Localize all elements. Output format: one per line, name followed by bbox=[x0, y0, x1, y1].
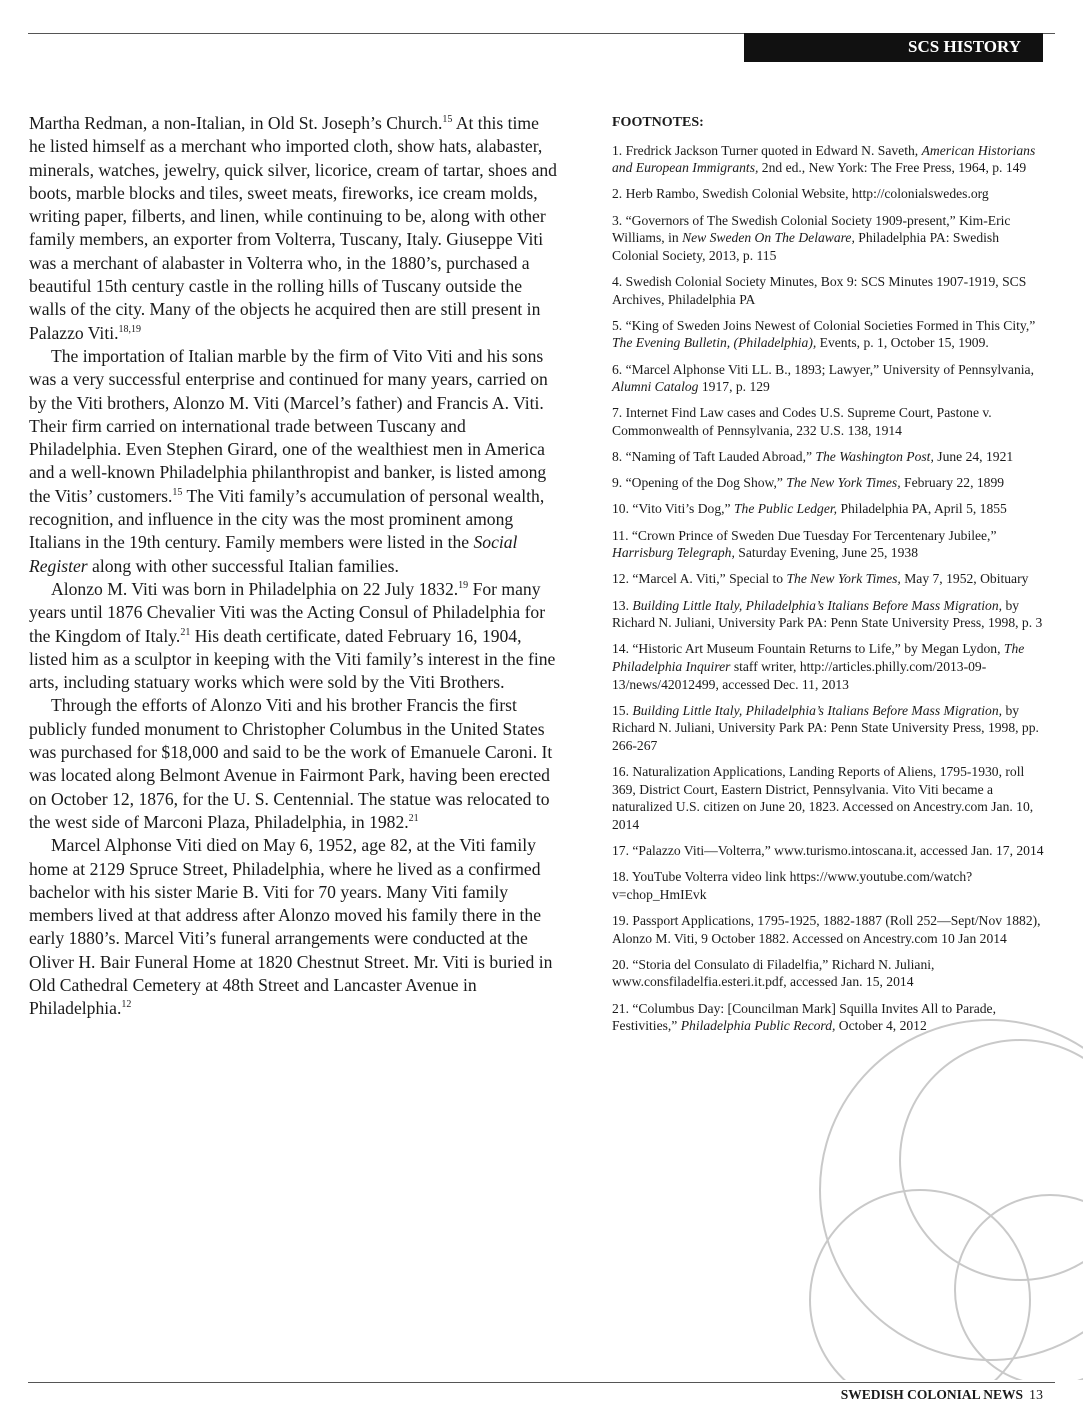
footnote: 15. Building Little Italy, Philadelphia’s Italians Before Mass Migration, by Richard N. Juliani, University Park PA: Penn State University Press, 1998, pp. 266-267 bbox=[612, 702, 1039, 753]
article-body bbox=[29, 112, 559, 1021]
page-number: 13 bbox=[1029, 1388, 1043, 1403]
footnote: 17. “Palazzo Viti—Volterra,” www.turismo.intoscana.it, accessed Jan. 17, 2014 bbox=[612, 843, 1044, 859]
footnote: 4. Swedish Colonial Society Minutes, Box 9: SCS Minutes 1907-1919, SCS Archives, Philadelphia PA bbox=[612, 273, 1027, 307]
bottom-rule bbox=[28, 1382, 1055, 1383]
footnote: 13. Building Little Italy, Philadelphia’s Italians Before Mass Migration, by Richard N. Juliani, University Park PA: Penn State University Press, 1998, p. 3 bbox=[612, 597, 1043, 631]
footnote: 20. “Storia del Consulato di Filadelfia,” Richard N. Juliani, www.consfiladelfia.esteri.it.pdf, accessed Jan. 15, 2014 bbox=[612, 956, 935, 990]
footnote: 2. Herb Rambo, Swedish Colonial Website, http://colonialswedes.org bbox=[612, 186, 989, 202]
footnote: 8. “Naming of Taft Lauded Abroad,” The Washington Post, June 24, 1921 bbox=[612, 449, 1014, 465]
paragraph: The importation of Italian marble by the firm of Vito Viti and his sons was a very successful enterprise and continued for many years, carried on by the Viti brothers, Alonzo M. Viti (Marcel’s father) and Francis A. Viti. Their firm carried on international trade between Tuscany and Philadelphia. Even Stephen Girard, one of the wealthiest men in America and a well-known Philadelphia philanthropist and banker, is listed among the Vitis’ customers.$^{15}$ The Viti family’s accumulation of personal wealth, recognition, and influence in the city was the most prominent among Italians in the 19th century. Family members were listed in the Social Register along with other successful Italian families. bbox=[29, 345, 548, 576]
publication-name: SWEDISH COLONIAL NEWS bbox=[840, 1387, 1023, 1402]
paragraph: Marcel Alphonse Viti died on May 6, 1952, age 82, at the Viti family home at 2129 Spruce Street, Philadelphia, where he lived as a confirmed bachelor with his sister Marie B. Viti for 70 years. Many Viti family members lived at that address after Alonzo moved his family there in the early 1880’s. Marcel Viti’s funeral arrangements were conducted at the Oliver H. Bair Funeral Home at 1820 Chestnut Street. Mr. Viti is buried in Old Cathedral Cemetery at 48th Street and Lancaster Avenue in Philadelphia.$^{12}$ bbox=[29, 835, 553, 1019]
section-tag: SCS HISTORY bbox=[744, 33, 1043, 62]
footnotes-section bbox=[612, 114, 1047, 1043]
footnote: 10. “Vito Viti’s Dog,” The Public Ledger, Philadelphia PA, April 5, 1855 bbox=[612, 501, 1007, 517]
footnote: 16. Naturalization Applications, Landing Reports of Aliens, 1795-1930, roll 369, District Court, Eastern District, Pennsylvania. Vito Viti became a naturalized U.S. citizen on June 20, 1823. Accessed on Ancestry.com Jan. 10, 2014 bbox=[612, 764, 1034, 832]
footnote: 6. “Marcel Alphonse Viti LL. B., 1893; Lawyer,” University of Pennsylvania, Alumni Catalog 1917, p. 129 bbox=[612, 361, 1034, 395]
footnote: 9. “Opening of the Dog Show,” The New York Times, February 22, 1899 bbox=[612, 475, 1005, 491]
paragraph: Martha Redman, a non-Italian, in Old St. Joseph’s Church.$^{15}$ At this time he listed himself as a merchant who imported cloth, show hats, alabaster, minerals, watches, jewelry, quick silver, licorice, cream of tartar, shoes and boots, marble blocks and tiles, sweet meats, fireworks, ice cream molds, writing paper, filberts, and linen, while continuing to be, along with other family members, an exporter from Volterra, Tuscany, Italy. Giuseppe Viti was a merchant of alabaster in Volterra who, in the 1880’s, purchased a beautiful 15th century castle in the rolling hills of Tuscany outside the walls of the city. Many of the objects he acquired then are still present in Palazzo Viti.$^{18,19}$ bbox=[29, 113, 557, 343]
paragraph: Through the efforts of Alonzo Viti and his brother Francis the first publicly funded monument to Christopher Columbus in the United States was purchased for $18,000 and said to be the work of Emanuele Caroni. It was located along Belmont Avenue in Fairmont Park, having been erected on October 12, 1876, for the U. S. Centennial. The statue was relocated to the west side of Marconi Plaza, Philadelphia, in 1982.21 bbox=[29, 695, 553, 832]
footnote: 5. “King of Sweden Joins Newest of Colonial Societies Formed in This City,” The Evening Bulletin, (Philadelphia), Events, p. 1, October 15, 1909. bbox=[612, 317, 1036, 351]
footnote: 11. “Crown Prince of Sweden Due Tuesday For Tercentenary Jubilee,” Harrisburg Telegraph, Saturday Evening, June 25, 1938 bbox=[612, 527, 997, 561]
footnote: 19. Passport Applications, 1795-1925, 1882-1887 (Roll 252—Sept/Nov 1882), Alonzo M. Viti, 9 October 1882. Accessed on Ancestry.com 10 Jan 2014 bbox=[612, 913, 1041, 946]
page-footer bbox=[841, 1387, 1043, 1404]
footnote: 12. “Marcel A. Viti,” Special to The New York Times, May 7, 1952, Obituary bbox=[612, 571, 1029, 587]
paragraph: Alonzo M. Viti was born in Philadelphia on 22 July 1832.19 For many years until 1876 Chevalier Viti was the Acting Consul of Philadelphia for the Kingdom of Italy.$^{21}$ His death certificate, dated February 16, 1904, listed him as a sculptor in keeping with the Viti family’s interest in the fine arts, including statuary works which were sold by the Viti Brothers. bbox=[29, 578, 556, 693]
decorative-swirl bbox=[690, 1000, 1083, 1380]
footnote: 7. Internet Find Law cases and Codes U.S. Supreme Court, Pastone v. Commonwealth of Pennsylvania, 232 U.S. 138, 1914 bbox=[612, 405, 992, 438]
footnote: 18. YouTube Volterra video link https://www.youtube.com/watch?v=chop_HmIEvk bbox=[612, 869, 973, 902]
footnote: 14. “Historic Art Museum Fountain Returns to Life,” by Megan Lydon, The Philadelphia Inquirer staff writer, http://articles.philly.com/2013-09-13/news/42012499, accessed Dec. 11, 2013 bbox=[612, 641, 1025, 692]
footnote: 21. “Columbus Day: [Councilman Mark] Squilla Invites All to Parade, Festivities,” Philadelphia Public Record, October 4, 2012 bbox=[612, 1000, 996, 1034]
footnotes-heading: FOOTNOTES: bbox=[612, 115, 704, 130]
footnote: 1. Fredrick Jackson Turner quoted in Edward N. Saveth, American Historians and European Immigrants, 2nd ed., New York: The Free Press, 1964, p. 149 bbox=[612, 142, 1036, 176]
footnote: 3. “Governors of The Swedish Colonial Society 1909-present,” Kim-Eric Williams, in New Sweden On The Delaware, Philadelphia PA: Swedish Colonial Society, 2013, p. 115 bbox=[612, 212, 1011, 263]
